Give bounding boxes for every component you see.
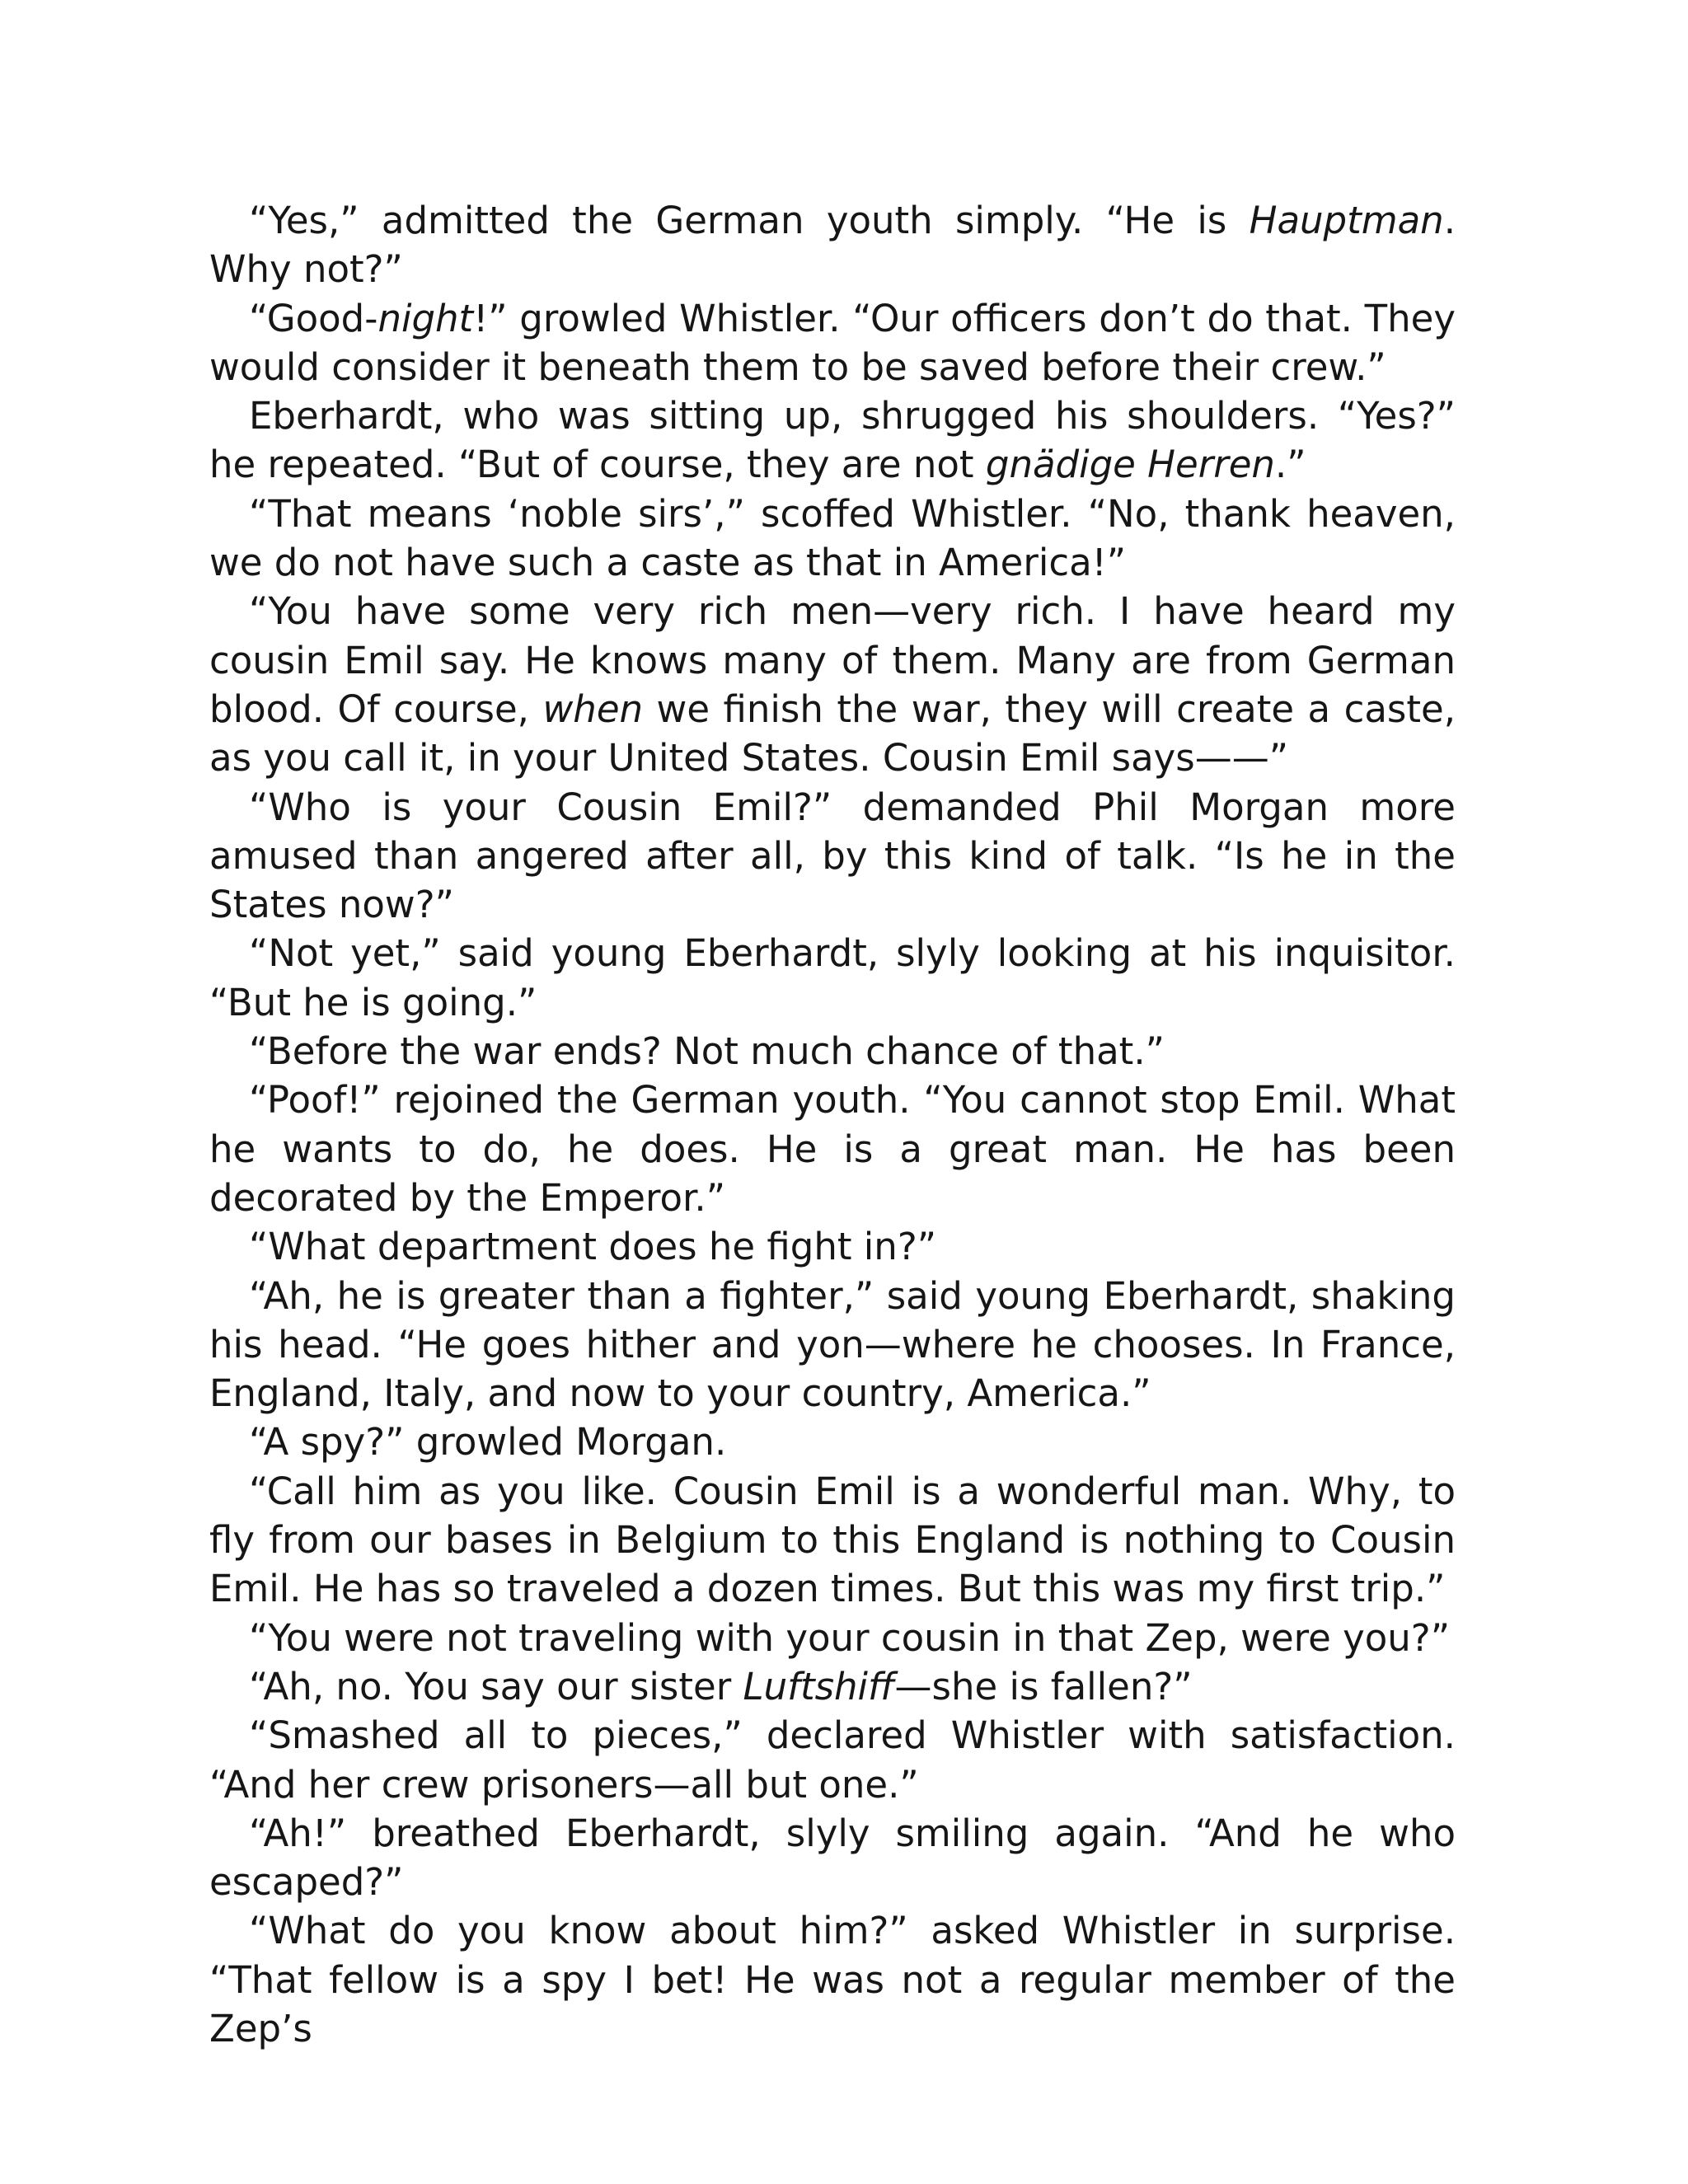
text-run: .” bbox=[1274, 443, 1306, 487]
text-run: “Ah, no. You say our sister bbox=[249, 1664, 743, 1708]
paragraph bbox=[209, 783, 1456, 930]
text-run: Eberhardt, who was sitting up, shrugged his shoulders. “Yes?” he repeated. “But of course, they are not bbox=[209, 394, 1456, 487]
paragraph bbox=[209, 1809, 1456, 1907]
paragraph bbox=[209, 1222, 1456, 1271]
paragraph bbox=[209, 196, 1456, 294]
text-run: !” growled Whistler. “Our officers don’t do that. They would consider it beneath them to be saved before their crew.” bbox=[209, 296, 1456, 389]
text-run: “Poof!” rejoined the German youth. “You cannot stop Emil. What he wants to do, he does. He is a great man. He has been decorated by the Emperor.” bbox=[209, 1078, 1456, 1220]
paragraph bbox=[209, 1467, 1456, 1614]
text-run: “Ah, he is greater than a fighter,” said young Eberhardt, shaking his head. “He goes hither and yon—where he chooses. In France, England, Italy, and now to your country, America.” bbox=[209, 1273, 1456, 1416]
paragraph bbox=[209, 1662, 1456, 1711]
text-run: “Smashed all to pieces,” declared Whistler with satisfaction. “And her crew prisoners—all but one.” bbox=[209, 1713, 1456, 1807]
text-run: “Good- bbox=[249, 296, 378, 340]
text-run: “Not yet,” said young Eberhardt, slyly looking at his inquisitor. “But he is going.” bbox=[209, 931, 1456, 1024]
text-run: . Why not?” bbox=[209, 199, 1456, 292]
paragraph bbox=[209, 391, 1456, 490]
text-run: “You have some very rich men—very rich. I have heard my cousin Emil say. He knows many of them. Many are from German blood. Of course, bbox=[209, 589, 1456, 731]
italic-text: when bbox=[542, 687, 644, 731]
paragraph bbox=[209, 1076, 1456, 1222]
text-run: —she is fallen?” bbox=[894, 1664, 1193, 1708]
paragraph bbox=[209, 1418, 1456, 1466]
text-run: we finish the war, they will create a caste, as you call it, in your United States. Cousin Emil says——” bbox=[209, 687, 1456, 780]
text-run: “Before the war ends? Not much chance of that.” bbox=[249, 1029, 1165, 1074]
text-run: “A spy?” growled Morgan. bbox=[249, 1420, 727, 1465]
paragraph bbox=[209, 587, 1456, 782]
text-run: “You were not traveling with your cousin in that Zep, were you?” bbox=[249, 1615, 1451, 1660]
paragraph bbox=[209, 490, 1456, 588]
text-run: “Who is your Cousin Emil?” demanded Phil Morgan more amused than angered after all, by this kind of talk. “Is he in the States now?” bbox=[209, 785, 1456, 927]
italic-text: gnädige Herren bbox=[985, 443, 1275, 487]
paragraph bbox=[209, 1027, 1456, 1076]
italic-text: Hauptman bbox=[1249, 199, 1444, 242]
paragraph bbox=[209, 1906, 1456, 2053]
paragraph bbox=[209, 1711, 1456, 1809]
text-run: “Yes,” admitted the German youth simply. “He is bbox=[249, 199, 1250, 242]
text-run: “What department does he fight in?” bbox=[249, 1225, 937, 1269]
book-page-text bbox=[209, 196, 1456, 2053]
text-run: “Ah!” breathed Eberhardt, slyly smiling again. “And he who escaped?” bbox=[209, 1811, 1456, 1905]
paragraph bbox=[209, 1272, 1456, 1418]
paragraph bbox=[209, 929, 1456, 1027]
paragraph bbox=[209, 1614, 1456, 1662]
text-run: “What do you know about him?” asked Whistler in surprise. “That fellow is a spy I bet! He was not a regular member of the Zep’s bbox=[209, 1909, 1456, 2050]
text-run: “Call him as you like. Cousin Emil is a wonderful man. Why, to fly from our bases in Belgium to this England is nothing to Cousin Emil. He has so traveled a dozen times. But this was my first trip.” bbox=[209, 1469, 1456, 1611]
italic-text: night bbox=[377, 296, 474, 340]
text-run: “That means ‘noble sirs’,” scoffed Whistler. “No, thank heaven, we do not have such a caste as that in America!” bbox=[209, 491, 1456, 585]
paragraph bbox=[209, 294, 1456, 392]
italic-text: Luftshiff bbox=[743, 1664, 895, 1708]
